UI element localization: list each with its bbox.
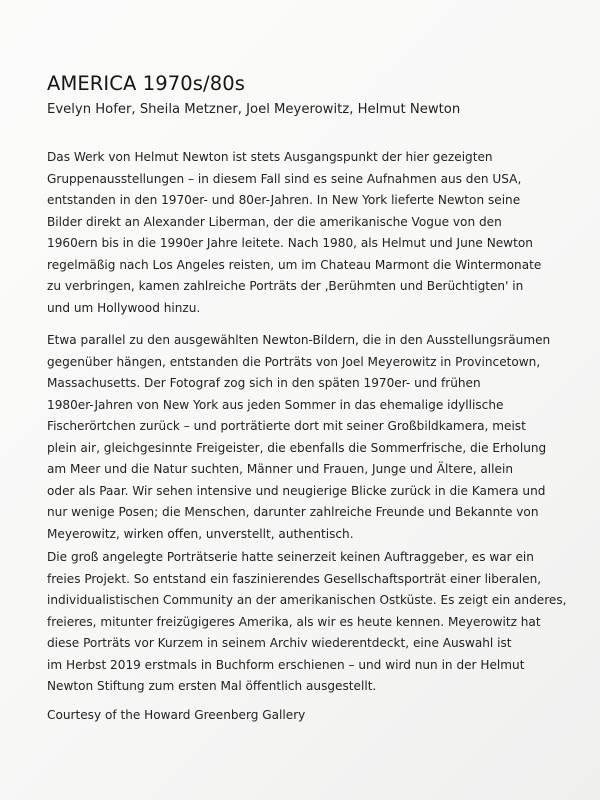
credit-line: Courtesy of the Howard Greenberg Gallery bbox=[47, 708, 306, 722]
paragraph-line: plein air, gleichgesinnte Freigeister, die ebenfalls die Sommerfrische, die Erholung bbox=[47, 440, 547, 455]
paragraph-line: freieres, mitunter freizügigeres Amerika, als wir es heute kennen. Meyerowitz hat bbox=[47, 614, 541, 629]
wall-text-panel bbox=[47, 72, 577, 722]
paragraph-line: Bilder direkt an Alexander Liberman, der die amerikanische Vogue von den bbox=[47, 214, 502, 229]
paragraph-line: Newton Stiftung zum ersten Mal öffentlich ausgestellt. bbox=[47, 679, 377, 693]
paragraph-line: zu verbringen, kamen zahlreiche Porträts der ‚Berühmten und Berüchtigten' in bbox=[47, 279, 524, 293]
exhibition-title: AMERICA 1970s/80s bbox=[47, 72, 245, 95]
paragraph-line: Die groß angelegte Porträtserie hatte seinerzeit keinen Auftraggeber, es war ein bbox=[47, 550, 534, 564]
courtesy-credit bbox=[47, 705, 567, 727]
paragraph-line: Meyerowitz, wirken offen, unverstellt, authentisch. bbox=[47, 526, 354, 541]
paragraph-1 bbox=[47, 147, 567, 319]
artist-names: Evelyn Hofer, Sheila Metzner, Joel Meyerowitz, Helmut Newton bbox=[47, 102, 461, 117]
paragraph-line: gegenüber hängen, entstanden die Porträts von Joel Meyerowitz in Provincetown, bbox=[47, 354, 541, 369]
paragraph-line: 1980er-Jahren von New York aus jeden Sommer in das ehemalige idyllische bbox=[47, 397, 504, 412]
paragraph-line: Fischerörtchen zurück – und porträtierte dort mit seiner Großbildkamera, meist bbox=[47, 419, 526, 433]
paragraph-3 bbox=[47, 547, 567, 698]
paragraph-line: oder als Paar. Wir sehen intensive und neugierige Blicke zurück in die Kamera und bbox=[47, 483, 546, 498]
paragraph-line: im Herbst 2019 erstmals in Buchform erschienen – und wird nun in der Helmut bbox=[47, 657, 525, 672]
paragraph-line: freies Projekt. So entstand ein faszinierendes Gesellschaftsporträt einer liberalen, bbox=[47, 571, 542, 586]
paragraph-line: nur wenige Posen; die Menschen, darunter zahlreiche Freunde und Bekannte von bbox=[47, 505, 539, 519]
paragraph-line: Das Werk von Helmut Newton ist stets Ausgangspunkt der hier gezeigten bbox=[47, 150, 493, 164]
paragraph-line: und um Hollywood hinzu. bbox=[47, 300, 201, 315]
paragraph-line: 1960ern bis in die 1990er Jahre leitete. Nach 1980, als Helmut und June Newton bbox=[47, 236, 533, 250]
paragraph-line: Etwa parallel zu den ausgewählten Newton-Bildern, die in den Ausstellungsräumen bbox=[47, 333, 551, 347]
paragraph-line: regelmäßig nach Los Angeles reisten, um im Chateau Marmont die Wintermonate bbox=[47, 257, 542, 272]
paragraph-line: individualistischen Community an der amerikanischen Ostküste. Es zeigt ein anderes, bbox=[47, 593, 567, 607]
paragraph-line: Gruppenausstellungen – in diesem Fall sind es seine Aufnahmen aus den USA, bbox=[47, 171, 522, 186]
paragraph-line: entstanden in den 1970er- und 80er-Jahren. In New York lieferte Newton seine bbox=[47, 193, 521, 207]
paragraph-line: am Meer und die Natur suchten, Männer und Frauen, Junge und Ältere, allein bbox=[47, 462, 513, 476]
paragraph-line: Massachusetts. Der Fotograf zog sich in den späten 1970er- und frühen bbox=[47, 376, 481, 390]
paragraph-2 bbox=[47, 330, 567, 545]
paragraph-line: diese Porträts vor Kurzem in seinem Archiv wiederentdeckt, eine Auswahl ist bbox=[47, 636, 512, 650]
